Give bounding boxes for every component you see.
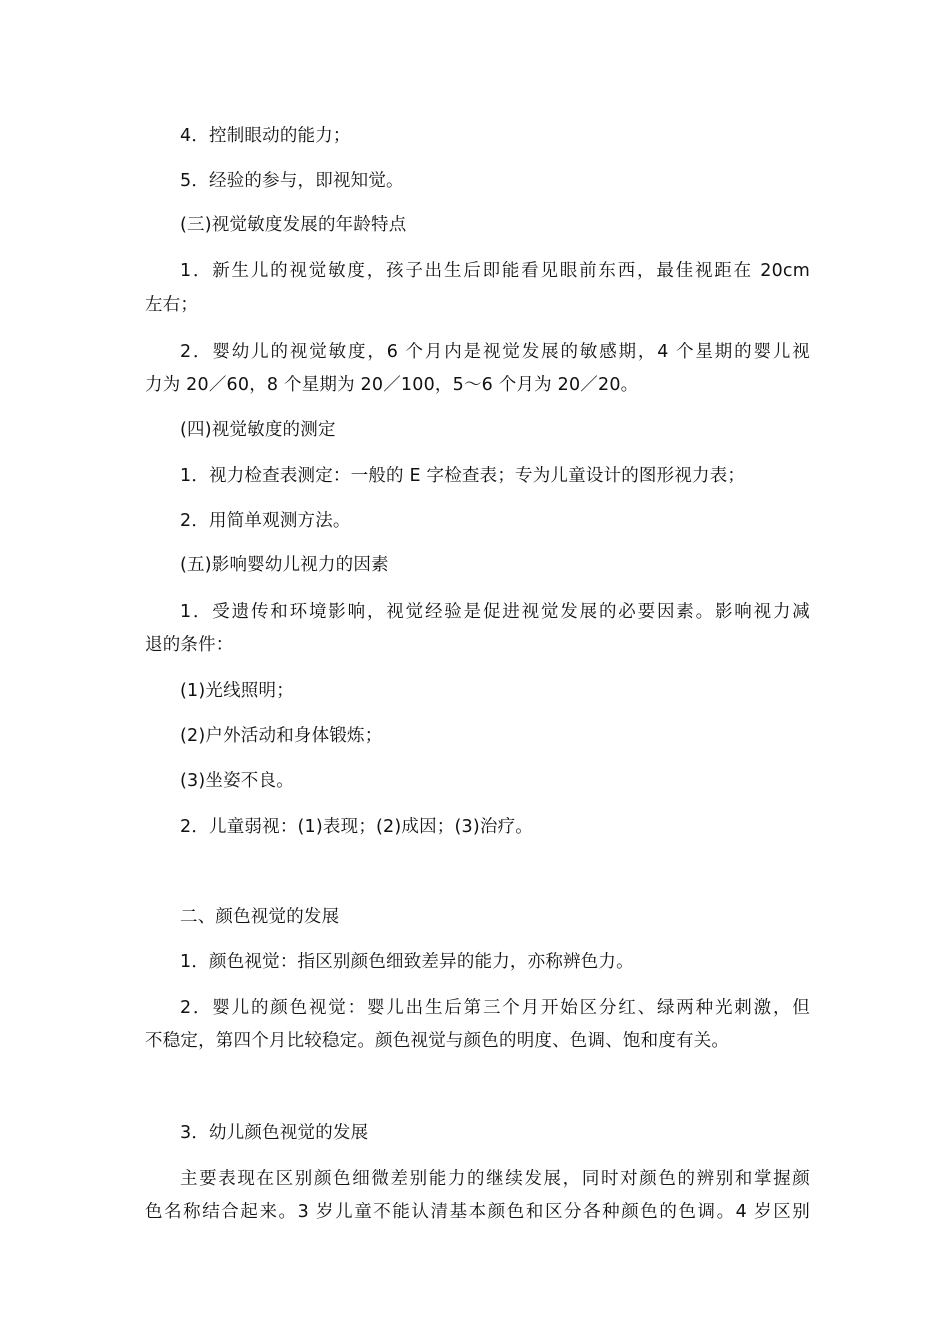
text-line: 1．颜色视觉：指区别颜色细致差异的能力，亦称辨色力。	[180, 952, 634, 972]
list-item: (3)坐姿不良。	[180, 771, 294, 791]
section-heading: (四)视觉敏度的测定	[180, 420, 336, 440]
text-line: 力为 20／60，8 个星期为 20／100，5～6 个月为 20／20。	[145, 375, 639, 395]
text-line: 退的条件：	[145, 635, 234, 655]
section-heading: (五)影响婴幼儿视力的因素	[180, 555, 389, 575]
list-item: (1)光线照明；	[180, 681, 294, 701]
text-line: 不稳定，第四个月比较稳定。颜色视觉与颜色的明度、色调、饱和度有关。	[145, 1031, 730, 1051]
list-item: (2)户外活动和身体锻炼；	[180, 726, 383, 746]
section-heading: (三)视觉敏度发展的年龄特点	[180, 215, 407, 235]
text-line: 1．视力检查表测定：一般的 E 字检查表；专为儿童设计的图形视力表；	[180, 466, 746, 486]
text-line: 2．儿童弱视：(1)表现；(2)成因；(3)治疗。	[180, 817, 533, 837]
text-line: 2．婴儿的颜色视觉：婴儿出生后第三个月开始区分红、绿两种光刺激，但	[180, 998, 810, 1018]
section-heading: 3．幼儿颜色视觉的发展	[180, 1123, 369, 1143]
text-line: 2．用简单观测方法。	[180, 511, 351, 531]
text-line: 4．控制眼动的能力；	[180, 126, 351, 146]
text-line: 左右；	[145, 295, 199, 315]
text-line: 1．新生儿的视觉敏度，孩子出生后即能看见眼前东西，最佳视距在 20cm	[180, 261, 810, 281]
text-line: 色名称结合起来。3 岁儿童不能认清基本颜色和区分各种颜色的色调。4 岁区别	[145, 1202, 810, 1222]
text-line: 1．受遗传和环境影响，视觉经验是促进视觉发展的必要因素。影响视力减	[180, 602, 810, 622]
text-line: 主要表现在区别颜色细微差别能力的继续发展，同时对颜色的辨别和掌握颜	[180, 1169, 810, 1189]
text-line: 2．婴幼儿的视觉敏度，6 个月内是视觉发展的敏感期，4 个星期的婴儿视	[180, 342, 810, 362]
text-line: 5．经验的参与，即视知觉。	[180, 171, 404, 191]
section-heading: 二、颜色视觉的发展	[180, 907, 340, 927]
